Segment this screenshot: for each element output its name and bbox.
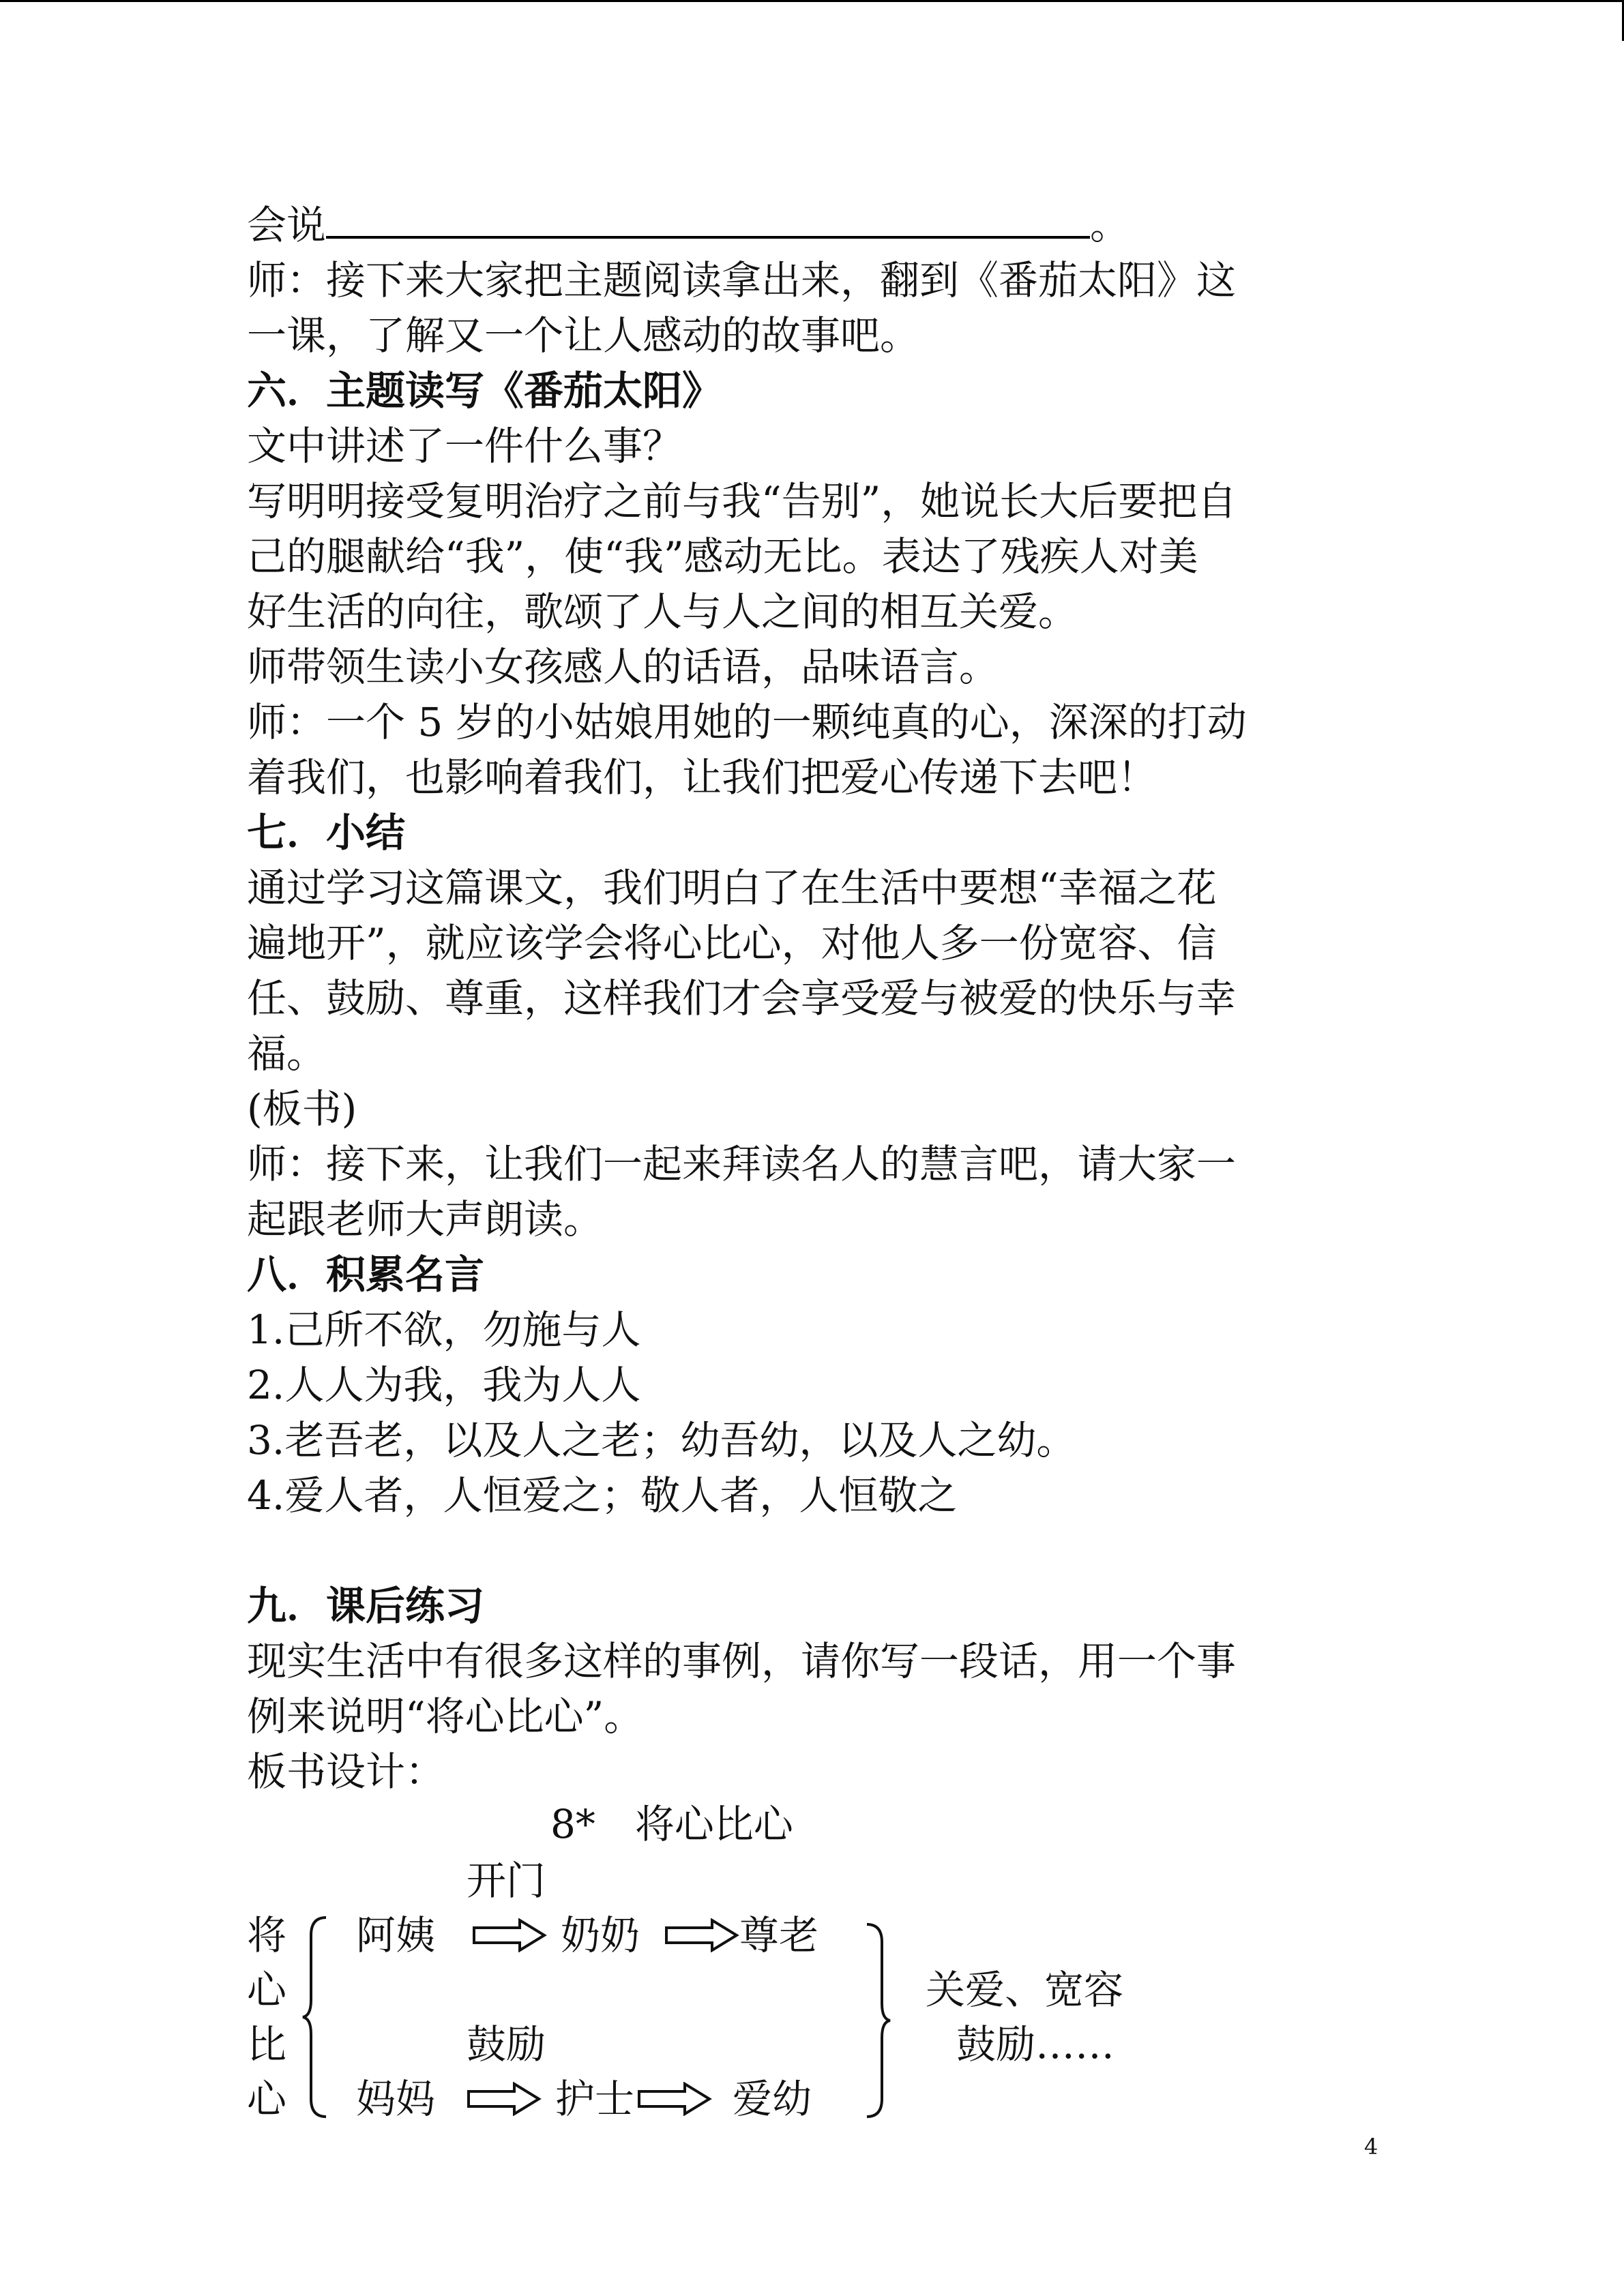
line-text: 遍地开”，就应该学会将心比心，对他人多一份宽容、信 — [247, 920, 1217, 966]
line-text: 师：一个 5 岁的小姑娘用她的一颗纯真的心，深深的打动 — [247, 699, 1247, 745]
text-line — [247, 308, 1372, 363]
line-text: 师：接下来，让我们一起来拜读名人的慧言吧，请大家一 — [247, 1141, 1237, 1187]
board-vertical-char: 比 — [247, 2021, 287, 2068]
line-text: 现实生活中有很多这样的事例，请你写一段话，用一个事 — [247, 1638, 1237, 1684]
right-brace-icon — [864, 1922, 891, 2119]
line-text: 会说 — [247, 202, 327, 248]
arrow-right-icon — [467, 2082, 542, 2116]
text-line — [247, 695, 1372, 750]
line-text: 师：接下来大家把主题阅读拿出来，翻到《番茄太阳》这 — [247, 257, 1237, 303]
board-row2-above: 鼓励 — [467, 2021, 546, 2068]
line-text: 一课，了解又一个让人感动的故事吧。 — [247, 312, 920, 359]
line-text: 2.人人为我，我为人人 — [247, 1362, 641, 1408]
line-text: 着我们，也影响着我们，让我们把爱心传递下去吧！ — [247, 754, 1157, 801]
board-design-diagram — [247, 1800, 1202, 2128]
line-text: 七．小结 — [247, 809, 406, 856]
line-text: 1.己所不欲，勿施与人 — [247, 1307, 641, 1353]
text-line — [247, 1468, 1372, 1523]
text-line — [247, 253, 1372, 308]
blank-line-gap — [247, 1523, 1372, 1579]
arrow-right-icon — [637, 2082, 712, 2116]
line-text: 任、鼓励、尊重，这样我们才会享受爱与被爱的快乐与幸 — [247, 975, 1237, 1022]
text-line — [247, 1026, 1372, 1082]
section-heading — [247, 363, 1372, 419]
text-line — [247, 584, 1372, 640]
line-text: 写明明接受复明治疗之前与我“告别”，她说长大后要把自 — [247, 478, 1237, 524]
line-text: 3.老吾老，以及人之老；幼吾幼，以及人之幼。 — [247, 1417, 1076, 1463]
text-line — [247, 1192, 1372, 1247]
board-row1-c: 尊老 — [739, 1912, 819, 1958]
arrow-right-icon — [664, 1918, 739, 1952]
line-text: 好生活的向往，歌颂了人与人之间的相互关爱。 — [247, 588, 1078, 635]
text-line — [247, 1082, 1372, 1137]
page-number: 4 — [1364, 2134, 1378, 2160]
board-row2-c: 爱幼 — [733, 2076, 812, 2122]
left-brace-icon — [301, 1915, 329, 2119]
line-text: 福。 — [247, 1030, 327, 1077]
board-row1-above: 开门 — [467, 1858, 546, 1904]
text-line — [247, 474, 1372, 529]
text-line — [247, 1689, 1372, 1744]
section-heading — [247, 805, 1372, 861]
document-body — [247, 198, 1372, 1800]
text-line — [247, 1137, 1372, 1192]
section-heading — [247, 1247, 1372, 1302]
text-line — [247, 1358, 1372, 1413]
line-text: 六．主题读写《番茄太阳》 — [247, 368, 722, 414]
line-suffix: 。 — [1090, 202, 1130, 248]
line-text: 文中讲述了一件什么事？ — [247, 423, 683, 469]
board-row1-a: 阿姨 — [356, 1912, 436, 1958]
text-line — [247, 419, 1372, 474]
board-title: 8* 将心比心 — [550, 1801, 793, 1847]
board-row2-a: 妈妈 — [356, 2076, 436, 2122]
section-heading — [247, 1579, 1372, 1634]
line-text: 九．课后练习 — [247, 1583, 485, 1629]
board-vertical-char: 心 — [247, 2076, 287, 2122]
text-line — [247, 916, 1372, 971]
text-line — [247, 1744, 1372, 1800]
text-line — [247, 861, 1372, 916]
text-line — [247, 1302, 1372, 1358]
line-text: 通过学习这篇课文，我们明白了在生活中要想“幸福之花 — [247, 865, 1217, 911]
text-line — [247, 198, 1372, 253]
board-vertical-char: 心 — [247, 1967, 287, 2013]
board-result-1: 关爱、宽容 — [926, 1967, 1124, 2013]
line-text: 师带领生读小女孩感人的话语，品味语言。 — [247, 644, 999, 690]
text-line — [247, 529, 1372, 584]
board-row2-b: 护士 — [555, 2076, 635, 2122]
text-line — [247, 1413, 1372, 1468]
line-text: 己的腿献给“我”，使“我”感动无比。表达了残疾人对美 — [247, 533, 1198, 580]
board-result-2: 鼓励…… — [956, 2021, 1115, 2068]
arrow-right-icon — [472, 1918, 547, 1952]
text-line — [247, 971, 1372, 1026]
board-vertical-char: 将 — [247, 1912, 287, 1958]
line-text: (板书) — [247, 1086, 357, 1132]
text-line — [247, 1634, 1372, 1689]
line-text: 例来说明“将心比心”。 — [247, 1693, 644, 1740]
line-text: 起跟老师大声朗读。 — [247, 1196, 604, 1242]
text-line — [247, 750, 1372, 805]
line-text: 板书设计： — [247, 1748, 445, 1795]
fill-in-blank — [326, 200, 1090, 239]
board-row1-b: 奶奶 — [561, 1912, 640, 1958]
top-border-line — [0, 0, 1624, 2]
line-text: 4.爱人者，人恒爱之；敬人者，人恒敬之 — [247, 1472, 958, 1519]
text-line — [247, 640, 1372, 695]
line-text: 八．积累名言 — [247, 1251, 485, 1298]
